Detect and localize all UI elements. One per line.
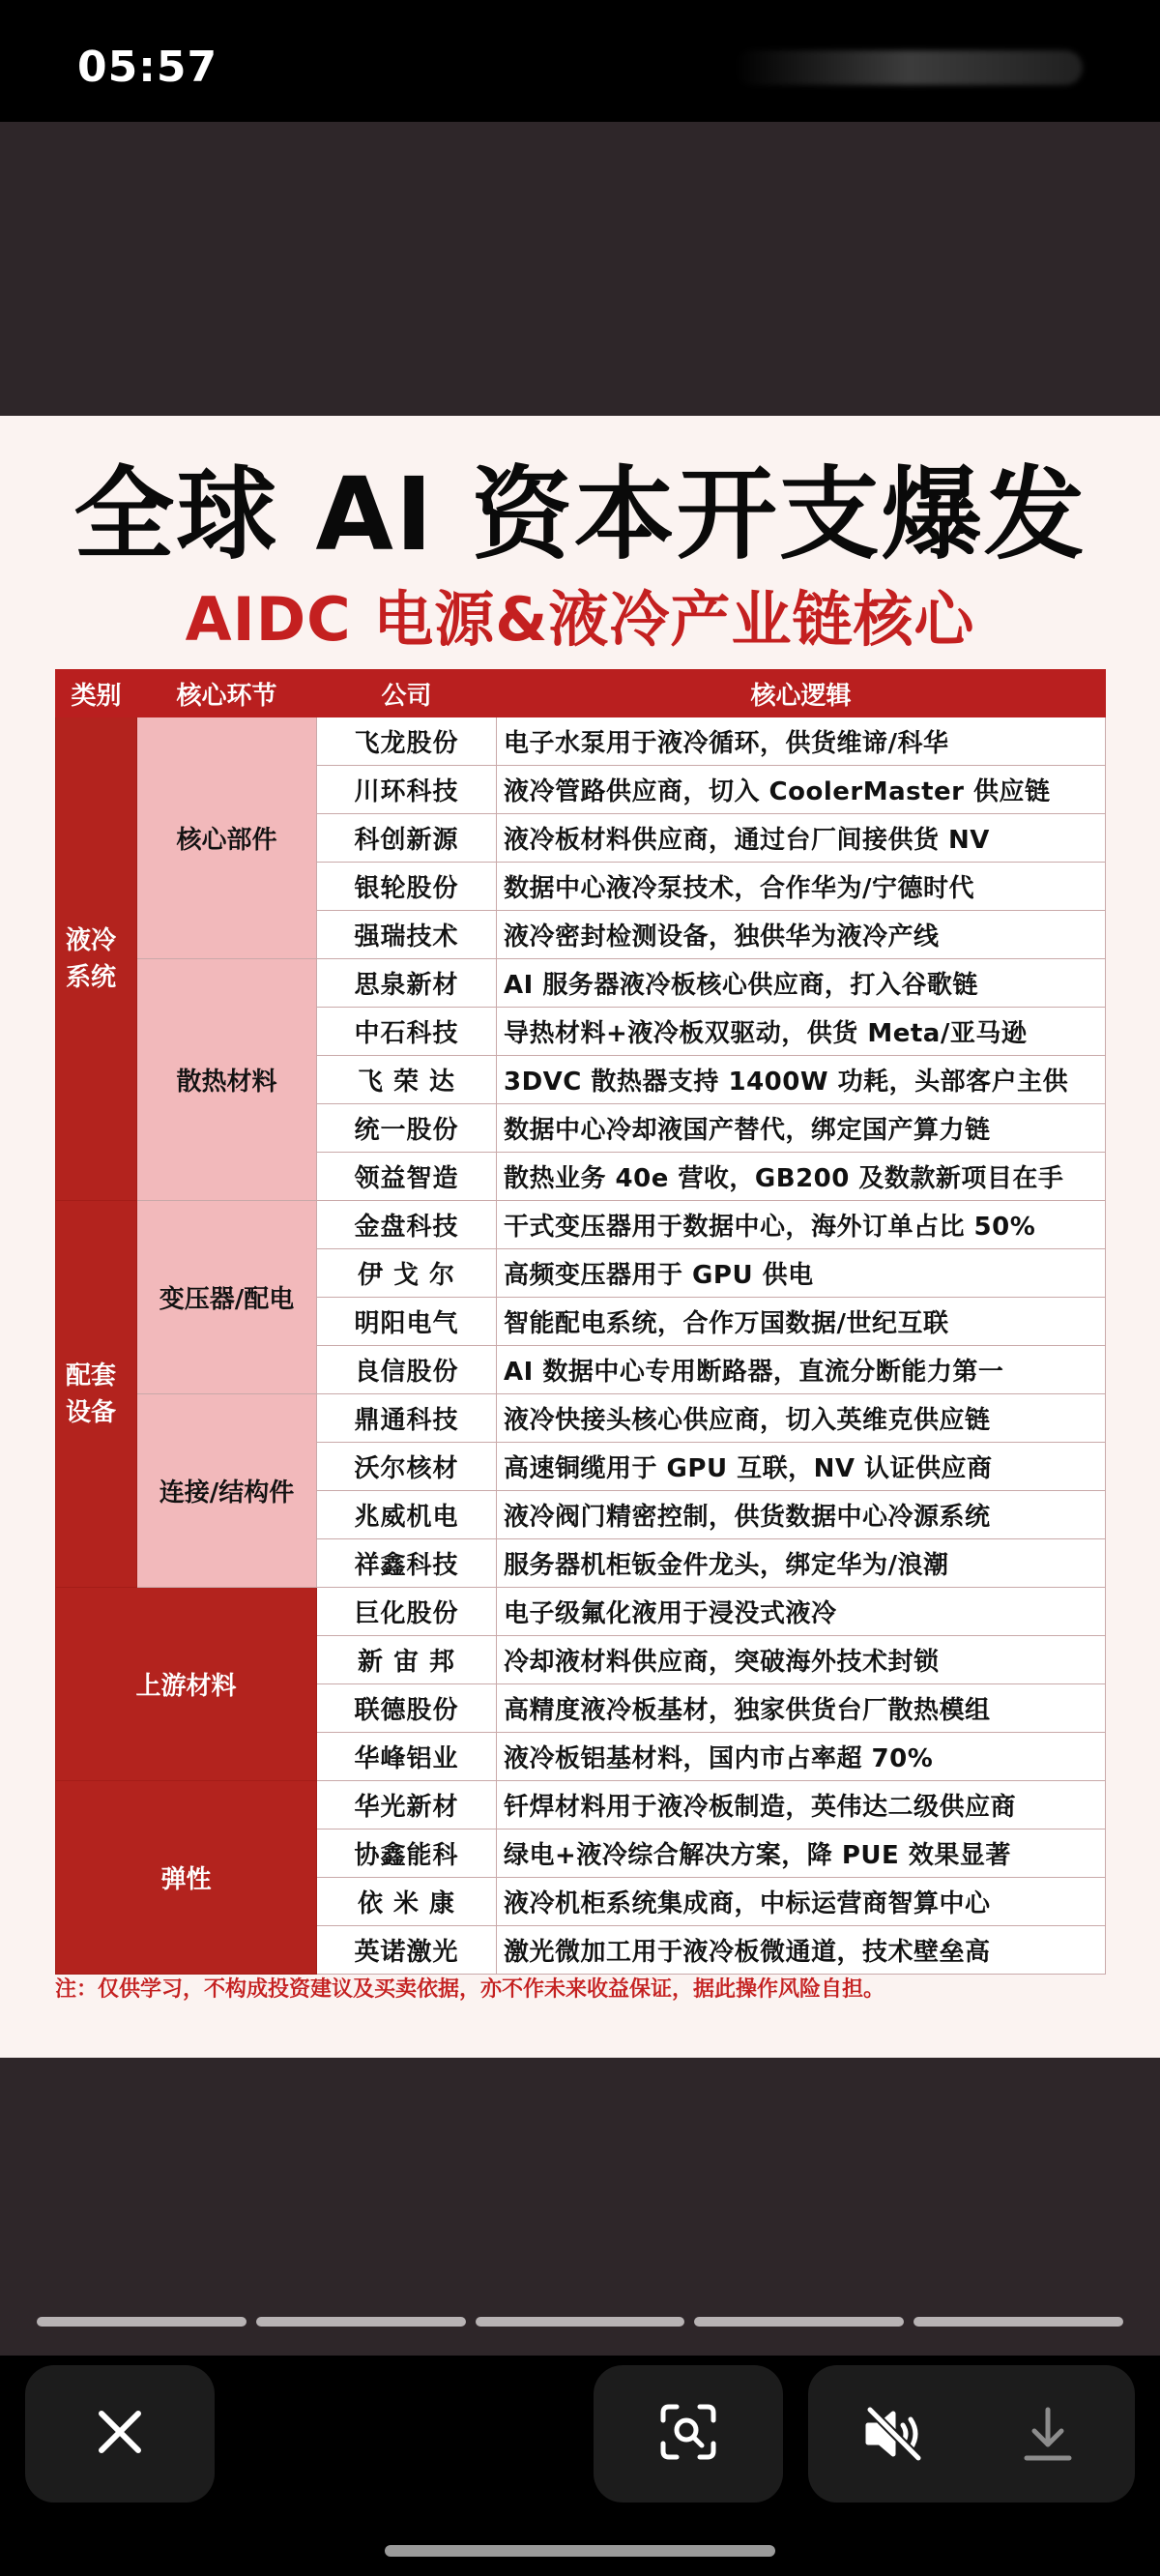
table-header-row	[56, 670, 1106, 717]
company-cell: 联德股份	[317, 1684, 497, 1733]
viewer-action-bar	[0, 2356, 1160, 2576]
table-row	[56, 1394, 1106, 1443]
logic-cell: 高频变压器用于 GPU 供电	[497, 1249, 1106, 1298]
close-icon	[94, 2406, 146, 2462]
logic-cell: 干式变压器用于数据中心，海外订单占比 50%	[497, 1201, 1106, 1249]
header-segment: 核心环节	[137, 670, 317, 717]
company-cell: 兆威机电	[317, 1491, 497, 1539]
table-row	[56, 1781, 1106, 1830]
header-category: 类别	[56, 670, 137, 717]
company-cell: 银轮股份	[317, 863, 497, 911]
logic-cell: 散热业务 40e 营收，GB200 及数款新项目在手	[497, 1153, 1106, 1201]
table-row	[56, 1588, 1106, 1636]
logic-cell: 激光微加工用于液冷板微通道，技术壁垒高	[497, 1926, 1106, 1975]
page-subtitle: AIDC 电源&液冷产业链核心	[185, 584, 975, 655]
disclaimer-note: 注：仅供学习，不构成投资建议及买卖依据，亦不作未来收益保证，据此操作风险自担。	[55, 1977, 885, 2002]
company-cell: 飞龙股份	[317, 717, 497, 766]
viewer-top-area	[0, 122, 1160, 416]
viewer-bottom-area	[0, 2058, 1160, 2356]
logic-cell: 液冷板铝基材料，国内市占率超 70%	[497, 1733, 1106, 1781]
company-cell: 依 米 康	[317, 1878, 497, 1926]
logic-cell: 服务器机柜钣金件龙头，绑定华为/浪潮	[497, 1539, 1106, 1588]
infographic-image	[0, 416, 1160, 2058]
segment-transformer: 变压器/配电	[137, 1201, 317, 1394]
segment-heat-materials: 散热材料	[137, 959, 317, 1201]
segment-core-parts: 核心部件	[137, 717, 317, 959]
segment-connectors: 连接/结构件	[137, 1394, 317, 1588]
download-icon	[1019, 2449, 1077, 2468]
company-cell: 强瑞技术	[317, 911, 497, 959]
header-logic: 核心逻辑	[497, 670, 1106, 717]
company-cell: 华光新材	[317, 1781, 497, 1830]
logic-cell: 高精度液冷板基材，独家供货台厂散热模组	[497, 1684, 1106, 1733]
company-cell: 领益智造	[317, 1153, 497, 1201]
progress-segment	[914, 2317, 1123, 2327]
company-cell: 金盘科技	[317, 1201, 497, 1249]
company-cell: 鼎通科技	[317, 1394, 497, 1443]
status-time: 05:57	[77, 43, 218, 92]
download-button[interactable]	[1019, 2404, 1077, 2468]
logic-cell: 钎焊材料用于液冷板制造，英伟达二级供应商	[497, 1781, 1106, 1830]
logic-cell: AI 服务器液冷板核心供应商，打入谷歌链	[497, 959, 1106, 1008]
logic-cell: 液冷机柜系统集成商，中标运营商智算中心	[497, 1878, 1106, 1926]
logic-cell: 冷却液材料供应商，突破海外技术封锁	[497, 1636, 1106, 1684]
logic-cell: 电子水泵用于液冷循环，供货维谛/科华	[497, 717, 1106, 766]
logic-cell: 数据中心冷却液国产替代，绑定国产算力链	[497, 1104, 1106, 1153]
logic-cell: 绿电+液冷综合解决方案，降 PUE 效果显著	[497, 1830, 1106, 1878]
company-cell: 伊 戈 尔	[317, 1249, 497, 1298]
logic-cell: 3DVC 散热器支持 1400W 功耗，头部客户主供	[497, 1056, 1106, 1104]
logic-cell: 导热材料+液冷板双驱动，供货 Meta/亚马逊	[497, 1008, 1106, 1056]
company-cell: 川环科技	[317, 766, 497, 814]
progress-segment	[37, 2317, 246, 2327]
lens-scan-icon	[657, 2401, 719, 2467]
lens-search-button[interactable]	[594, 2365, 783, 2503]
table-row	[56, 1201, 1106, 1249]
status-bar	[0, 0, 1160, 122]
company-cell: 飞 荣 达	[317, 1056, 497, 1104]
table-row	[56, 717, 1106, 766]
progress-segment	[476, 2317, 685, 2327]
logic-cell: 液冷板材料供应商，通过台厂间接供货 NV	[497, 814, 1106, 863]
header-company: 公司	[317, 670, 497, 717]
logic-cell: 电子级氟化液用于浸没式液冷	[497, 1588, 1106, 1636]
company-cell: 新 宙 邦	[317, 1636, 497, 1684]
home-indicator[interactable]	[385, 2545, 775, 2557]
company-cell: 明阳电气	[317, 1298, 497, 1346]
company-cell: 统一股份	[317, 1104, 497, 1153]
media-controls	[808, 2365, 1135, 2503]
logic-cell: 液冷快接头核心供应商，切入英维克供应链	[497, 1394, 1106, 1443]
logic-cell: 液冷密封检测设备，独供华为液冷产线	[497, 911, 1106, 959]
category-elastic: 弹性	[56, 1781, 317, 1975]
logic-cell: 数据中心液冷泵技术，合作华为/宁德时代	[497, 863, 1106, 911]
company-cell: 思泉新材	[317, 959, 497, 1008]
company-cell: 良信股份	[317, 1346, 497, 1394]
logic-cell: AI 数据中心专用断路器，直流分断能力第一	[497, 1346, 1106, 1394]
company-cell: 祥鑫科技	[317, 1539, 497, 1588]
company-cell: 科创新源	[317, 814, 497, 863]
category-upstream-materials: 上游材料	[56, 1588, 317, 1781]
page-title: 全球 AI 资本开支爆发	[73, 455, 1087, 573]
speaker-muted-icon	[862, 2449, 926, 2468]
progress-segment	[694, 2317, 904, 2327]
logic-cell: 液冷阀门精密控制，供货数据中心冷源系统	[497, 1491, 1106, 1539]
story-progress	[37, 2317, 1123, 2327]
company-cell: 中石科技	[317, 1008, 497, 1056]
category-liquid-cooling: 液冷 系统	[56, 717, 137, 1201]
company-cell: 华峰铝业	[317, 1733, 497, 1781]
company-cell: 巨化股份	[317, 1588, 497, 1636]
category-supporting-equipment: 配套 设备	[56, 1201, 137, 1588]
company-cell: 沃尔核材	[317, 1443, 497, 1491]
logic-cell: 高速铜缆用于 GPU 互联，NV 认证供应商	[497, 1443, 1106, 1491]
progress-segment	[256, 2317, 466, 2327]
logic-cell: 液冷管路供应商，切入 CoolerMaster 供应链	[497, 766, 1106, 814]
blurred-status-icons	[735, 50, 1083, 85]
company-cell: 协鑫能科	[317, 1830, 497, 1878]
company-cell: 英诺激光	[317, 1926, 497, 1975]
logic-cell: 智能配电系统，合作万国数据/世纪互联	[497, 1298, 1106, 1346]
table-row	[56, 959, 1106, 1008]
mute-button[interactable]	[862, 2404, 926, 2468]
industry-chain-table	[55, 669, 1106, 1975]
close-button[interactable]	[25, 2365, 215, 2503]
